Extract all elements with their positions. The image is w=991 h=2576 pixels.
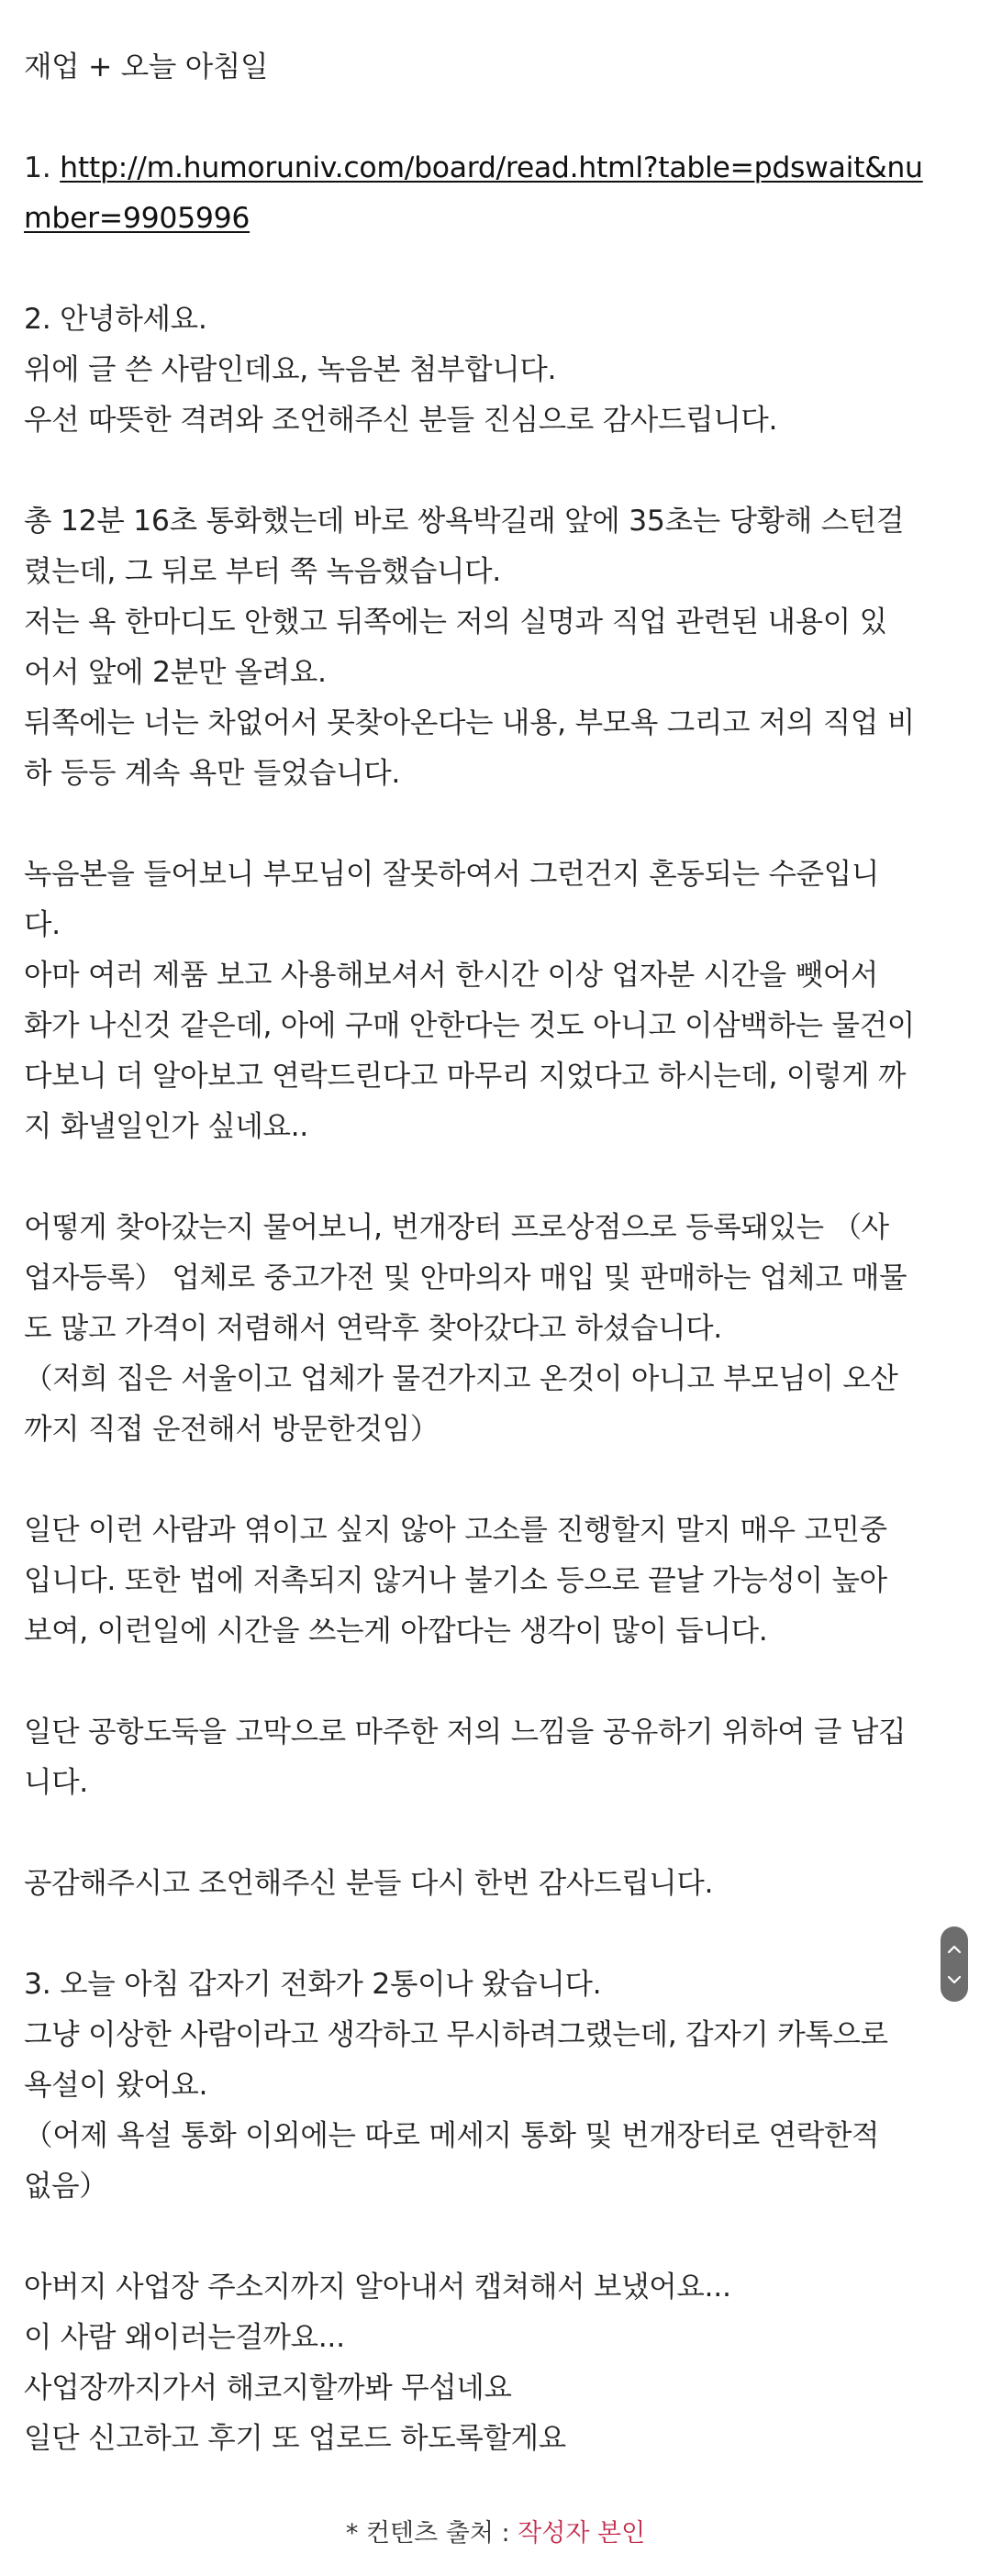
text-line: 사업장까지가서 해코지할까봐 무섭네요 xyxy=(24,2371,512,2404)
text-line: 다보니 더 알아보고 연락드린다고 마무리 지었다고 하시는데, 이렇게 까 xyxy=(24,1060,907,1093)
post-title: 재업 + 오늘 아침일 xyxy=(24,50,269,83)
text-line: 보여, 이런일에 시간을 쓰는게 아깝다는 생각이 많이 듭니다. xyxy=(24,1615,768,1648)
text-line: 뒤쪽에는 너는 차없어서 못찾아온다는 내용, 부모욕 그리고 저의 직업 비 xyxy=(24,706,915,739)
paragraph-lawsuit xyxy=(24,1505,978,1657)
section-2-intro xyxy=(24,294,978,446)
paragraph-thanks xyxy=(24,1859,978,1909)
text-line: 총 12분 16초 통화했는데 바로 쌍욕박길래 앞에 35초는 당황해 스턴걸 xyxy=(24,505,905,538)
post-title-paragraph xyxy=(24,42,978,93)
text-line: 아마 여러 제품 보고 사용해보셔서 한시간 이상 업자분 시간을 뺏어서 xyxy=(24,959,879,992)
text-line: 입니다. 또한 법에 저촉되지 않거나 불기소 등으로 끝날 가능성이 높아 xyxy=(24,1564,887,1597)
text-line: 도 많고 가격이 저렴해서 연락후 찾아갔다고 하셨습니다. xyxy=(24,1312,722,1345)
text-line: 니다. xyxy=(24,1766,88,1799)
text-line: （어제 욕설 통화 이외에는 따로 메세지 통화 및 번개장터로 연락한적 xyxy=(24,2119,880,2152)
text-line: 어떻게 찾아갔는지 물어보니, 번개장터 프로상점으로 등록돼있는 （사 xyxy=(24,1211,889,1244)
humoruniv-link[interactable]: http://m.humoruniv.com/board/read.html?table=pdswait&nu xyxy=(60,151,923,184)
source-author: 작성자 본인 xyxy=(518,2519,646,2548)
chevron-down-icon[interactable] xyxy=(947,1975,962,1984)
section-1 xyxy=(24,143,978,244)
text-line: 3. 오늘 아침 갑자기 전화가 2통이나 왔습니다. xyxy=(24,1968,602,2001)
post-body xyxy=(24,42,978,2515)
chevron-up-icon[interactable] xyxy=(947,1945,962,1954)
paragraph-recording xyxy=(24,849,978,1152)
text-line: 녹음본을 들어보니 부모님이 잘못하여서 그런건지 혼동되는 수준입니 xyxy=(24,858,880,891)
text-line: 어서 앞에 2분만 올려요. xyxy=(24,656,327,689)
paragraph-how-found xyxy=(24,1203,978,1455)
text-line: 공감해주시고 조언해주신 분들 다시 한번 감사드립니다. xyxy=(24,1867,714,1900)
paragraph-call xyxy=(24,496,978,799)
humoruniv-link-continued[interactable]: mber=9905996 xyxy=(24,202,251,235)
text-line: 욕설이 왔어요. xyxy=(24,2069,208,2102)
link-line-2 xyxy=(24,194,978,244)
text-line: 화가 나신것 같은데, 아에 구매 안한다는 것도 아니고 이삼백하는 물건이 xyxy=(24,1009,915,1042)
text-line: 업자등록） 업체로 중고가전 및 안마의자 매입 및 판매하는 업체고 매물 xyxy=(24,1261,907,1294)
text-line: 이 사람 왜이러는걸까요... xyxy=(24,2321,345,2354)
section-1-number: 1. xyxy=(24,151,61,184)
text-line: 그냥 이상한 사람이라고 생각하고 무시하려그랬는데, 갑자기 카톡으로 xyxy=(24,2018,888,2051)
text-line: 우선 따뜻한 격려와 조언해주신 분들 진심으로 감사드립니다. xyxy=(24,404,778,437)
link-line-1 xyxy=(24,143,978,194)
text-line: 2. 안녕하세요. xyxy=(24,303,207,336)
paragraph-final xyxy=(24,2262,978,2464)
content-source-footer xyxy=(0,2515,991,2552)
section-3 xyxy=(24,1960,978,2212)
text-line: 위에 글 쓴 사람인데요, 녹음본 첨부합니다. xyxy=(24,353,557,386)
text-line: 하 등등 계속 욕만 들었습니다. xyxy=(24,757,401,790)
text-line: 다. xyxy=(24,908,61,941)
text-line: 일단 공항도둑을 고막으로 마주한 저의 느낌을 공유하기 위하여 글 남깁 xyxy=(24,1715,907,1749)
paragraph-share xyxy=(24,1707,978,1808)
text-line: 지 화낼일인가 싶네요.. xyxy=(24,1110,309,1143)
text-line: 아버지 사업장 주소지까지 알아내서 캡쳐해서 보냈어요... xyxy=(24,2271,731,2304)
text-line: 일단 이런 사람과 엮이고 싶지 않아 고소를 진행할지 말지 매우 고민중 xyxy=(24,1514,887,1547)
text-line: （저희 집은 서울이고 업체가 물건가지고 온것이 아니고 부모님이 오산 xyxy=(24,1362,898,1395)
text-line: 없음） xyxy=(24,2170,108,2203)
text-line: 까지 직접 운전해서 방문한것임） xyxy=(24,1413,440,1446)
text-line: 일단 신고하고 후기 또 업로드 하도록할게요 xyxy=(24,2422,566,2455)
text-line: 렸는데, 그 뒤로 부터 쭉 녹음했습니다. xyxy=(24,555,501,588)
text-line: 저는 욕 한마디도 안했고 뒤쪽에는 저의 실명과 직업 관련된 내용이 있 xyxy=(24,605,887,638)
source-label: * 컨텐츠 출처 : xyxy=(345,2519,518,2548)
scroll-control[interactable] xyxy=(941,1926,968,2002)
